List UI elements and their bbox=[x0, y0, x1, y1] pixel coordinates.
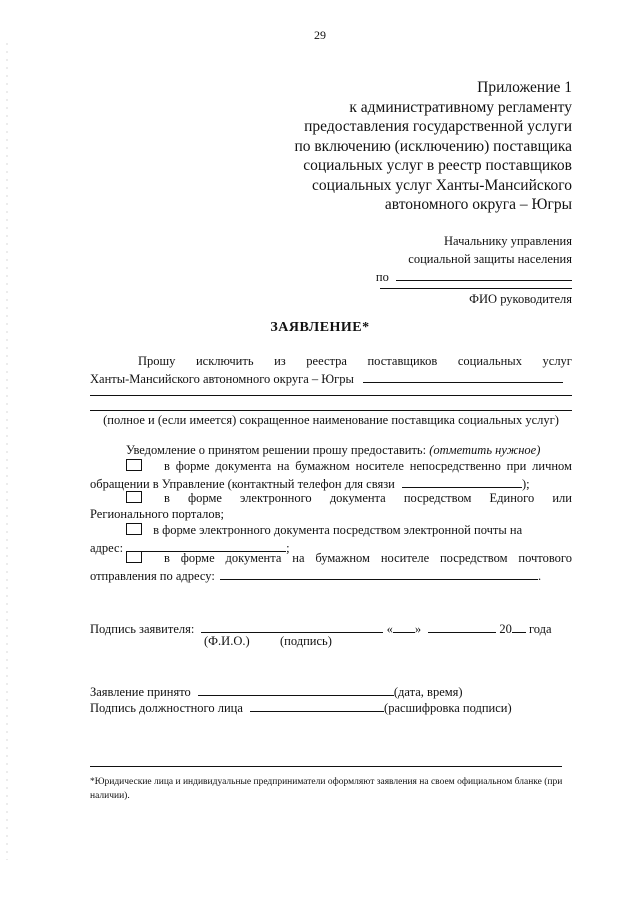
addressee-field[interactable] bbox=[396, 268, 572, 281]
appendix-line: социальных услуг Ханты-Мансийского bbox=[312, 176, 572, 194]
intro-hint: (отметить нужное) bbox=[429, 443, 541, 457]
addressee-line: социальной защиты населения bbox=[408, 252, 572, 266]
addressee-po-row bbox=[376, 268, 572, 286]
word: из bbox=[274, 354, 286, 368]
day-field[interactable] bbox=[393, 620, 415, 633]
year-field[interactable] bbox=[512, 620, 526, 633]
accepted-label: Заявление принято bbox=[90, 685, 191, 699]
option-1-end: ); bbox=[521, 477, 530, 491]
option-1-checkbox[interactable] bbox=[126, 459, 142, 471]
phone-field[interactable] bbox=[402, 475, 522, 488]
word: или bbox=[552, 491, 572, 505]
word: реестра bbox=[306, 354, 347, 368]
appendix-line: к административному регламенту bbox=[349, 98, 572, 116]
word: документа bbox=[225, 551, 282, 565]
word: в bbox=[164, 491, 170, 505]
option-4-checkbox[interactable] bbox=[126, 551, 142, 563]
word: форме bbox=[188, 491, 222, 505]
request-line-2 bbox=[90, 370, 563, 387]
appendix-line: Приложение 1 bbox=[477, 79, 572, 96]
request-line-1 bbox=[138, 354, 572, 369]
fio-caption: ФИО руководителя bbox=[469, 292, 572, 306]
option-3-row bbox=[126, 523, 522, 538]
quote-open: « bbox=[386, 622, 393, 636]
word: в bbox=[164, 551, 170, 565]
word: на bbox=[292, 551, 305, 565]
word: бумажном bbox=[315, 551, 370, 565]
option-2-checkbox[interactable] bbox=[126, 491, 142, 503]
footnote-divider bbox=[90, 766, 562, 767]
word: почтового bbox=[518, 551, 572, 565]
provider-name-caption: (полное и (если имеется) сокращенное наименование поставщика социальных услуг) bbox=[103, 413, 559, 427]
signature-sign-caption: (подпись) bbox=[280, 634, 332, 648]
option-4-end: . bbox=[537, 569, 542, 583]
email-label: адрес: bbox=[90, 541, 124, 555]
option-4-text bbox=[164, 551, 572, 566]
option-3-end: ; bbox=[286, 541, 290, 555]
word: бумажном bbox=[295, 459, 350, 473]
accepted-row bbox=[90, 683, 463, 700]
word: посредством bbox=[403, 491, 472, 505]
option-3-checkbox[interactable] bbox=[126, 523, 142, 535]
appendix-line: предоставления государственной услуги bbox=[304, 118, 572, 135]
appendix-block bbox=[294, 78, 572, 215]
word: форме bbox=[175, 459, 210, 473]
official-label: Подпись должностного лица bbox=[90, 701, 243, 715]
scan-edge-dots bbox=[6, 40, 8, 860]
addressee-line: Начальнику управления bbox=[444, 234, 572, 248]
notification-intro bbox=[126, 443, 540, 458]
quote-close: » bbox=[414, 622, 422, 636]
word: носителе bbox=[355, 459, 404, 473]
word: на bbox=[277, 459, 290, 473]
word: носителе bbox=[380, 551, 430, 565]
postal-address-field[interactable] bbox=[220, 567, 538, 580]
option-3-text: в форме электронного документа посредством электронной почты на bbox=[153, 523, 523, 537]
po-label: по bbox=[375, 270, 389, 284]
option-4-line-2 bbox=[90, 567, 541, 584]
word: личном bbox=[532, 459, 572, 473]
provider-name-line-2[interactable] bbox=[90, 395, 572, 396]
intro-text: Уведомление о принятом решении прошу предоставить: bbox=[126, 443, 427, 457]
option-1-text-2: обращении в Управление (контактный телефон для связи bbox=[90, 477, 395, 491]
word: посредством bbox=[439, 551, 508, 565]
word: поставщиков bbox=[367, 354, 438, 368]
word: услуг bbox=[542, 354, 572, 368]
page-number: 29 bbox=[314, 28, 326, 42]
appendix-line: социальных услуг в реестр поставщиков bbox=[303, 157, 572, 174]
addressee-block bbox=[376, 232, 572, 286]
month-field[interactable] bbox=[428, 620, 496, 633]
option-2-text bbox=[164, 491, 572, 506]
word: Прошу bbox=[138, 354, 176, 368]
provider-name-line-3[interactable] bbox=[90, 410, 572, 411]
option-1-row bbox=[126, 459, 572, 474]
datetime-caption: (дата, время) bbox=[393, 685, 463, 699]
applicant-signature-field[interactable] bbox=[201, 620, 383, 633]
word: форме bbox=[180, 551, 215, 565]
official-signature-field[interactable] bbox=[250, 699, 384, 712]
word: непосредственно bbox=[409, 459, 501, 473]
word: в bbox=[164, 459, 170, 473]
region-text: Ханты-Мансийского автономного округа – Югры bbox=[90, 372, 354, 386]
year-suffix: года bbox=[528, 622, 552, 636]
signature-fio-caption: (Ф.И.О.) bbox=[204, 634, 250, 648]
word: Единого bbox=[489, 491, 535, 505]
official-row bbox=[90, 699, 512, 716]
document-title: ЗАЯВЛЕНИЕ* bbox=[270, 320, 370, 335]
appendix-line: автономного округа – Югры bbox=[384, 196, 572, 213]
option-4-row bbox=[126, 551, 572, 566]
word: исключить bbox=[195, 354, 254, 368]
word: документа bbox=[329, 491, 386, 505]
footnote: *Юридические лица и индивидуальные предприниматели оформляют заявления на своем официальном бланке (при наличии). bbox=[90, 777, 563, 801]
word: электронного bbox=[240, 491, 312, 505]
appendix-line: по включению (исключению) поставщика bbox=[294, 137, 572, 155]
word: при bbox=[506, 459, 527, 473]
option-2-row bbox=[126, 491, 572, 506]
postal-label: отправления по адресу: bbox=[90, 569, 215, 583]
accepted-datetime-field[interactable] bbox=[198, 683, 394, 696]
fio-line[interactable] bbox=[380, 288, 572, 289]
decode-caption: (расшифровка подписи) bbox=[384, 701, 512, 715]
word: социальных bbox=[457, 354, 522, 368]
word: документа bbox=[215, 459, 272, 473]
option-1-line-2 bbox=[90, 475, 530, 492]
option-1-text bbox=[164, 459, 572, 474]
year-prefix: 20 bbox=[499, 622, 512, 636]
provider-name-field[interactable] bbox=[363, 370, 563, 383]
option-2-line-2: Регионального порталов; bbox=[90, 507, 224, 521]
signature-label: Подпись заявителя: bbox=[90, 622, 195, 636]
